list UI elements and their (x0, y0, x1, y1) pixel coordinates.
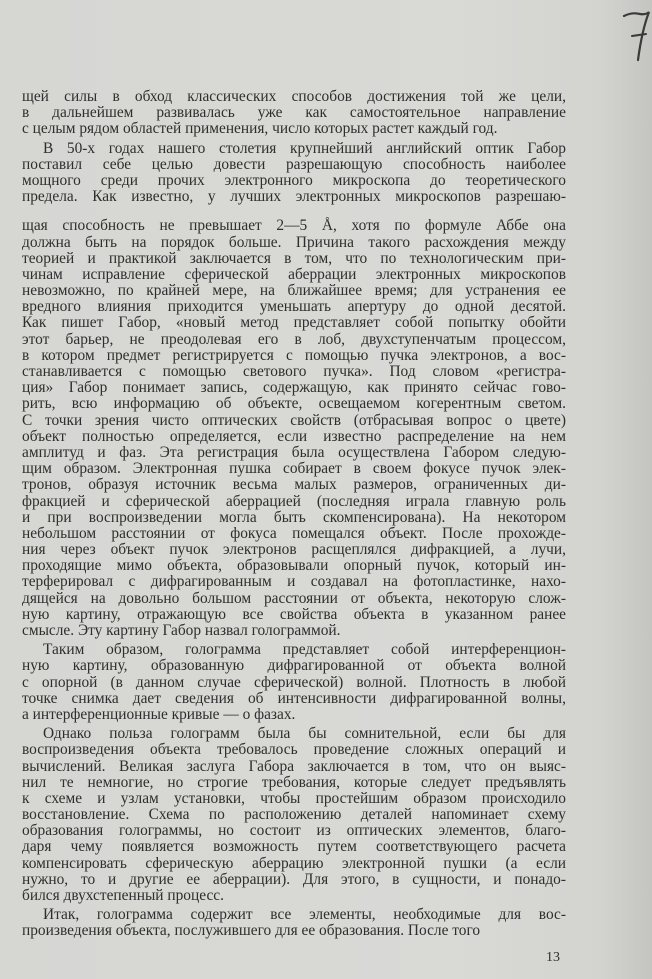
text-line: с целым рядом областей применения, число которых растет каждый год. (22, 120, 498, 138)
text-line: должна быть на порядок больше. Причина такого расхождения между (22, 233, 566, 251)
text-line: мощного среди прочих электронного микроскопа до теоретического (22, 171, 566, 189)
text-line: ную картину, отражающую все свойства объекта в указанном ранее (22, 605, 566, 623)
text-line: восстановление. Схема по расположению деталей напоминает схему (22, 806, 566, 824)
text-line: щим образом. Электронная пушка собирает в своем фокусе пучок элек- (22, 460, 566, 478)
text-line: произведения объекта, послужившего для ее образования. После того (22, 922, 481, 940)
paragraph (22, 642, 566, 723)
text-line: нил те немногие, но строгие требования, которые следует предъявлять (22, 773, 566, 791)
text-line: предела. Как известно, у лучших электронных микроскопов разрешаю- (22, 188, 566, 206)
text-line: щая способность не превышает 2—5 Å, хотя по формуле Аббе она (22, 217, 566, 235)
text-line: теорией и практикой заключается в том, что по технологическим при- (22, 249, 566, 267)
text-line: Однако польза голограмм была бы сомнительной, если бы для (43, 725, 566, 743)
text-line: тронов, образуя источник весьма малых размеров, ограниченных ди- (22, 476, 566, 494)
text-line: щей силы в обход классических способов достижения той же цели, (22, 88, 566, 105)
text-line: смысле. Эту картину Габор назвал голограммой. (22, 622, 341, 639)
handwritten-page-mark (618, 2, 652, 64)
text-line: амплитуд и фаз. Эта регистрация была осуществлена Габором следую- (22, 443, 566, 461)
body-text (22, 89, 566, 940)
text-line: терферировал с дифрагированным и создавал на фотопластинке, нахо- (22, 573, 566, 591)
text-line: небольшом расстоянии от фокуса помещался объект. После прохожде- (22, 524, 566, 542)
text-line: нужно, то и другие ее аберрации). Для этого, в сущности, и понадо- (22, 870, 566, 888)
page-number: 13 (546, 950, 560, 965)
paragraph (22, 907, 566, 939)
text-line: а интерференционные кривые — о фазах. (22, 705, 296, 723)
text-line: Таким образом, голограмма представляет собой интерференцион- (43, 641, 566, 659)
text-line: бился двухстепенный процесс. (22, 887, 224, 904)
text-line: в дальнейшем развивалась уже как самостоятельное направление (22, 104, 566, 122)
text-line: и при воспроизведении могла быть скомпенсирована). На некотором (22, 508, 566, 526)
text-line: С точки зрения чисто оптических свойств (отбрасывая вопрос о цвете) (22, 411, 566, 429)
text-line: фракцией и сферической аберрацией (последняя играла главную роль (22, 492, 566, 510)
text-line: рить, всю информацию об объекте, освещаемом когерентным светом. (22, 395, 566, 413)
paragraph (22, 726, 566, 904)
text-line: вычислений. Великая заслуга Габора заключается в том, что он выяс- (22, 757, 566, 775)
text-line: ния через объект пучок электронов расщеплялся дифракцией, а лучи, (22, 541, 566, 559)
text-line: образования голограммы, но состоит из оптических элементов, благо- (22, 822, 566, 840)
text-line: станавливается с помощью светового пучка». Под словом «регистра- (22, 363, 566, 380)
text-line: с опорной (в данном случае сферической) волной. Плотность в любой (22, 673, 566, 691)
text-line: компенсировать сферическую аберрацию электронной пушки (а если (22, 854, 566, 872)
text-line: В 50-х годах нашего столетия крупнейший английский оптик Габор (43, 139, 566, 157)
text-line: объект полностью определяется, если известно распределение на нем (22, 427, 566, 445)
text-line: даря чему появляется возможность путем соответствующего расчета (22, 838, 566, 856)
text-line: в котором предмет регистрируется с помощью пучка электронов, а вос- (22, 346, 566, 364)
text-line: точке снимка дает сведения об интенсивности дифрагированной волны, (22, 689, 566, 707)
text-line: невозможно, по крайней мере, на ближайшее время; для устранения ее (22, 282, 566, 300)
text-line: Итак, голограмма содержит все элементы, необходимые для вос- (43, 906, 566, 924)
text-line: воспроизведения объекта требовалось проведение сложных операций и (22, 741, 566, 759)
text-line: вредного влияния приходится уменьшать апертуру до одной десятой. (22, 298, 566, 316)
text-line: проходящие мимо объекта, образовывали опорный пучок, который ин- (22, 557, 566, 575)
text-line: ция» Габор понимает запись, содержащую, как принято сейчас гово- (22, 379, 566, 397)
text-line: Как пишет Габор, «новый метод представляет собой попытку обойти (22, 314, 566, 332)
text-line: дящейся на довольно большом расстоянии от объекта, некоторую слож- (22, 589, 566, 607)
text-line: поставил себе целью довести разрешающую способность наиболее (22, 155, 566, 173)
handwritten-seven-icon (618, 2, 652, 64)
text-line: ную картину, образованную дифрагированной от объекта волной (22, 657, 566, 675)
text-line: этот барьер, не преодолевая его в лоб, двухступенчатым процессом, (22, 330, 566, 348)
text-line: к схеме и узлам установки, чтобы простейшим образом происходило (22, 789, 566, 807)
text-line: чинам исправление сферической аберрации электронных микроскопов (22, 265, 566, 283)
paragraph (22, 89, 566, 138)
paragraph (22, 141, 566, 640)
